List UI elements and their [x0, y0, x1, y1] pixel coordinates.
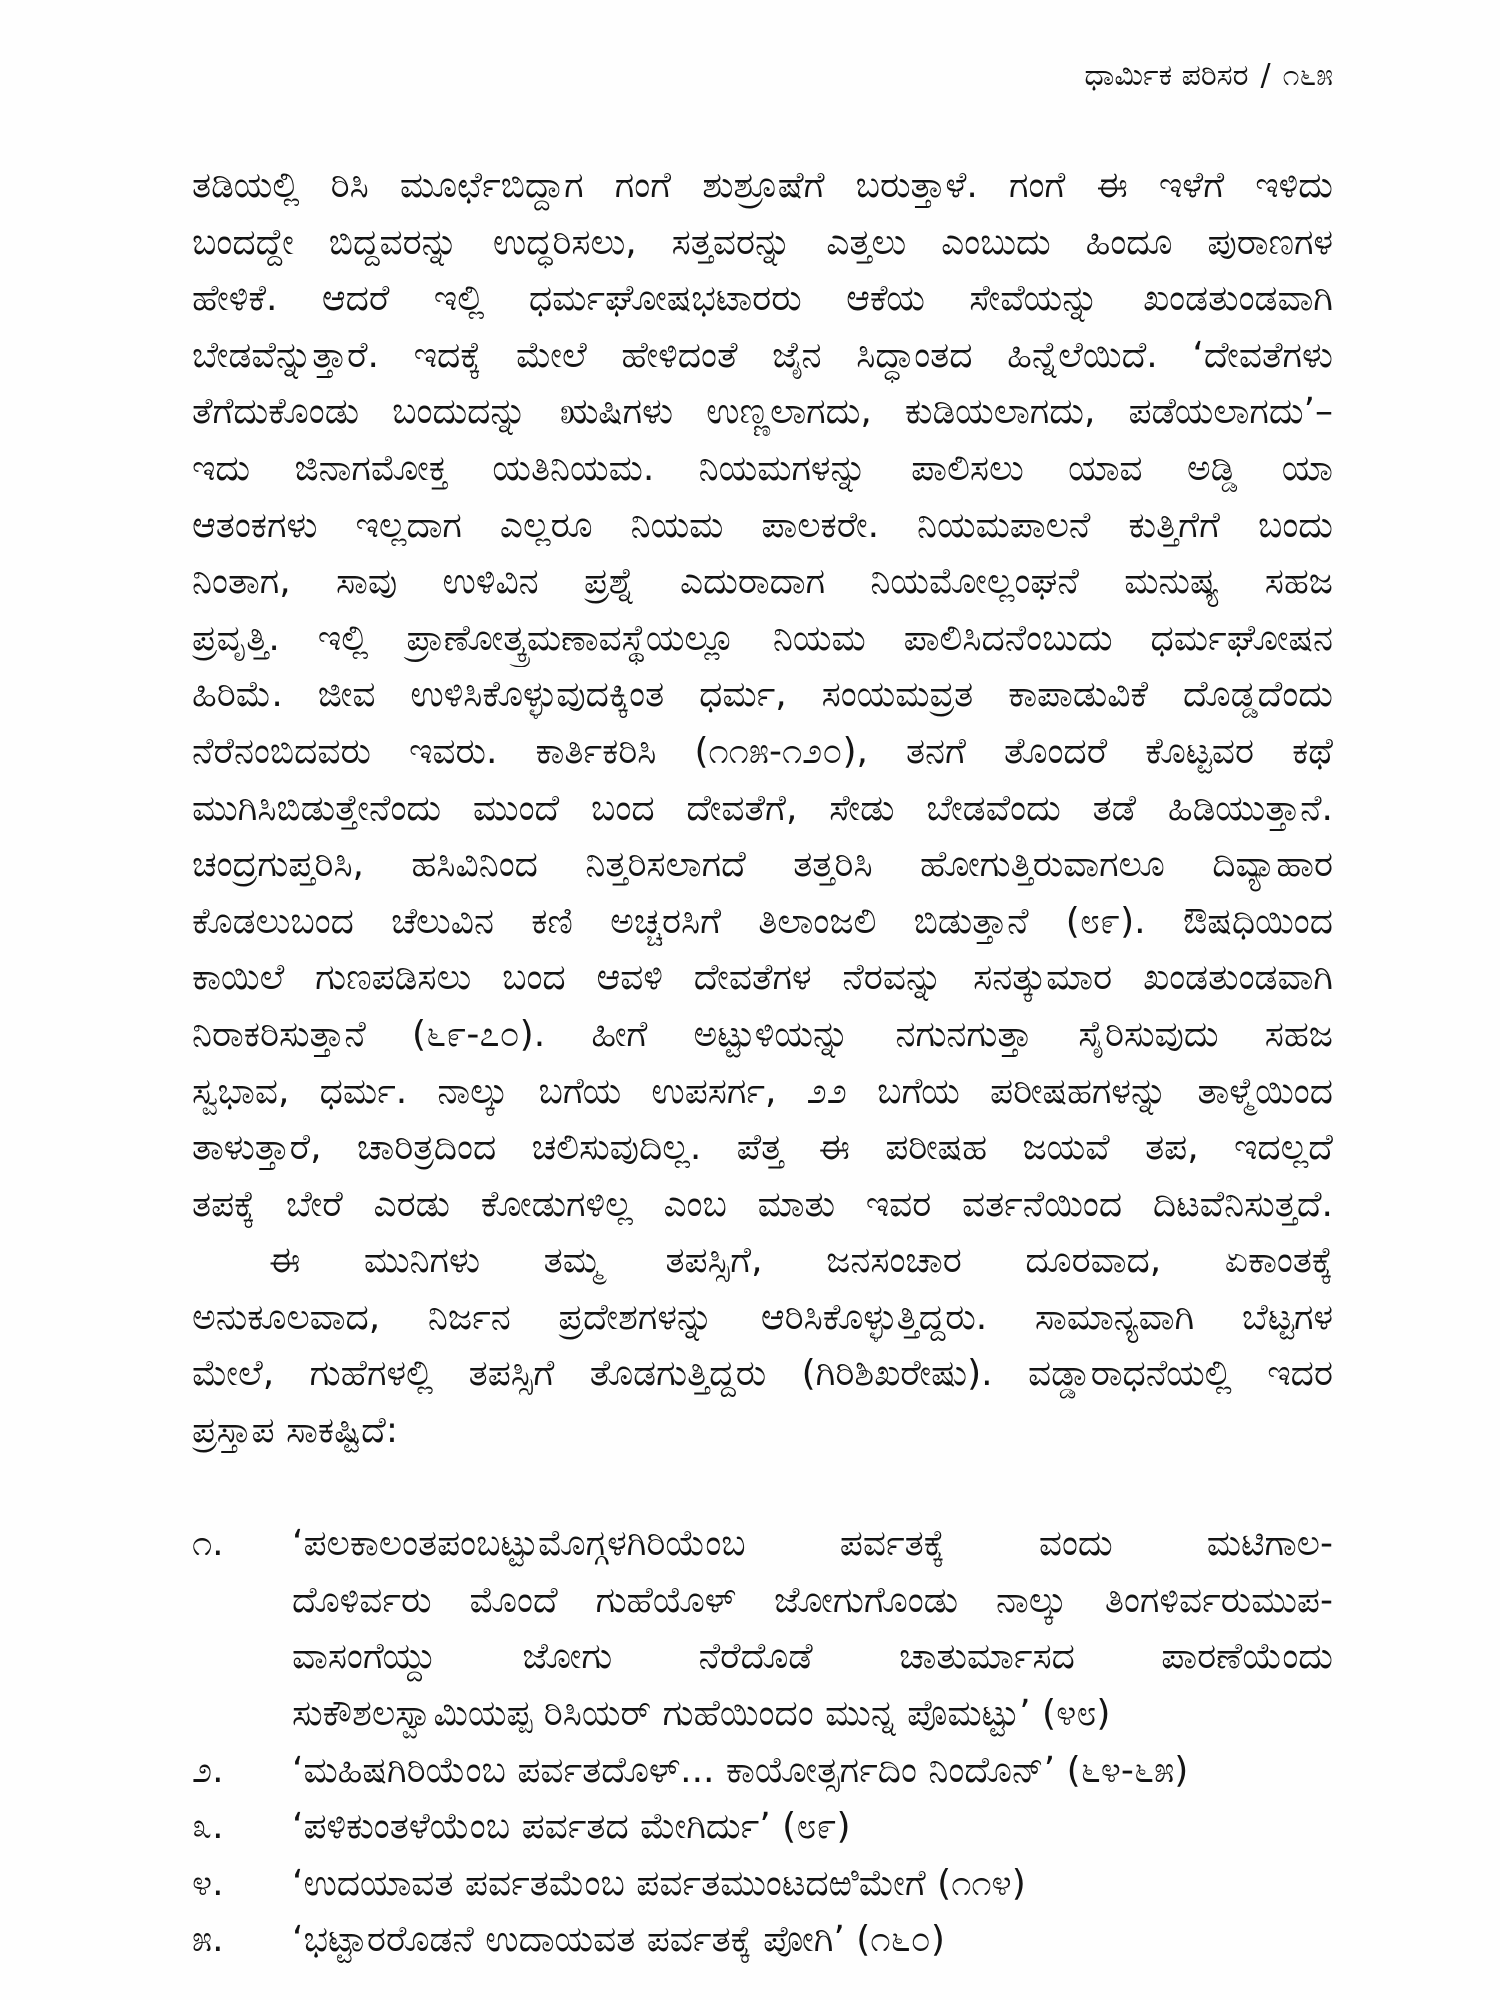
text-line: ಹೇಳಿಕೆ. ಆದರೆ ಇಲ್ಲಿ ಧರ್ಮಘೋಷಭಟಾರರು ಆಕೆಯ ಸೇವೆಯನ್ನು ಖಂಡತುಂಡವಾಗಿ — [192, 278, 1333, 320]
quote-line: ‘ಭಟ್ಟಾರರೊಡನೆ ಉದಾಯವತ ಪರ್ವತಕ್ಕೆ ಪೋಗಿ’ (೧೬೦) — [292, 1919, 945, 1961]
text-line: ತಾಳುತ್ತಾರೆ, ಚಾರಿತ್ರದಿಂದ ಚಲಿಸುವುದಿಲ್ಲ. ಪೆತ್ತ ಈ ಪರೀಷಹ ಜಯವೆ ತಪ, ಇದಲ್ಲದೆ — [192, 1127, 1333, 1169]
text-line: ಸ್ವಭಾವ, ಧರ್ಮ. ನಾಲ್ಕು ಬಗೆಯ ಉಪಸರ್ಗ, ೨೨ ಬಗೆಯ ಪರೀಷಹಗಳನ್ನು ತಾಳ್ಮೆಯಿಂದ — [192, 1070, 1333, 1112]
quote-number: ೪. — [192, 1862, 224, 1904]
paragraph — [192, 1233, 1333, 1459]
text-line: ಆತಂಕಗಳು ಇಲ್ಲದಾಗ ಎಲ್ಲರೂ ನಿಯಮ ಪಾಲಕರೇ. ನಿಯಮಪಾಲನೆ ಕುತ್ತಿಗೆಗೆ ಬಂದು — [192, 504, 1333, 546]
quote-text — [292, 1856, 1333, 1913]
quote-line: ‘ಪಳಿಕುಂತಳೆಯೆಂಬ ಪರ್ವತದ ಮೇಗಿರ್ದು’ (೮೯) — [292, 1806, 851, 1848]
quote-number: ೧. — [192, 1523, 224, 1565]
running-title: ಧಾರ್ಮಿಕ ಪರಿಸರ — [1084, 58, 1249, 93]
quote-list — [192, 1516, 1333, 1969]
quote-line: ದೊಳಿರ್ವರು ಮೊಂದೆ ಗುಹೆಯೊಳ್ ಜೋಗುಗೊಂಡು ನಾಲ್ಕು ತಿಂಗಳಿರ್ವರುಮುಪ- — [292, 1579, 1333, 1621]
header-separator: / — [1260, 58, 1271, 93]
quote-number: ೨. — [192, 1749, 224, 1791]
text-line: ಅನುಕೂಲವಾದ, ನಿರ್ಜನ ಪ್ರದೇಶಗಳನ್ನು ಆರಿಸಿಕೊಳ್ಳುತ್ತಿದ್ದರು. ಸಾಮಾನ್ಯವಾಗಿ ಬೆಟ್ಟಗಳ — [192, 1296, 1333, 1338]
quote-item — [192, 1516, 1333, 1742]
paragraph — [192, 158, 1333, 1233]
quote-item — [192, 1799, 1333, 1856]
quote-number: ೫. — [192, 1919, 224, 1961]
quote-text — [292, 1743, 1333, 1800]
quote-text — [292, 1516, 1333, 1742]
text-line: ಹಿರಿಮೆ. ಜೀವ ಉಳಿಸಿಕೊಳ್ಳುವುದಕ್ಕಿಂತ ಧರ್ಮ, ಸಂಯಮವ್ರತ ಕಾಪಾಡುವಿಕೆ ದೊಡ್ಡದೆಂದು — [192, 674, 1333, 716]
text-line: ಕೊಡಲುಬಂದ ಚೆಲುವಿನ ಕಣಿ ಅಚ್ಚರಸಿಗೆ ತಿಲಾಂಜಲಿ ಬಿಡುತ್ತಾನೆ (೮೯). ಔಷಧಿಯಿಂದ — [192, 900, 1333, 942]
quote-item — [192, 1856, 1333, 1913]
quote-line: ವಾಸಂಗೆಯ್ದು ಜೋಗು ನೆರೆದೊಡೆ ಚಾತುರ್ಮಾಸದ ಪಾರಣೆಯೆಂದು — [292, 1636, 1333, 1678]
page-header — [1084, 52, 1333, 100]
text-line: ಇದು ಜಿನಾಗಮೋಕ್ತ ಯತಿನಿಯಮ. ನಿಯಮಗಳನ್ನು ಪಾಲಿಸಲು ಯಾವ ಅಡ್ಡಿ ಯಾ — [192, 447, 1333, 489]
text-line: ನೆರೆನಂಬಿದವರು ಇವರು. ಕಾರ್ತಿಕರಿಸಿ (೧೧೫-೧೨೦), ತನಗೆ ತೊಂದರೆ ಕೊಟ್ಟವರ ಕಥೆ — [192, 730, 1333, 772]
text-line: ಚಂದ್ರಗುಪ್ತರಿಸಿ, ಹಸಿವಿನಿಂದ ನಿತ್ತರಿಸಲಾಗದೆ ತತ್ತರಿಸಿ ಹೋಗುತ್ತಿರುವಾಗಲೂ ದಿವ್ಯಾಹಾರ — [192, 844, 1333, 886]
quote-text — [292, 1912, 1333, 1969]
text-line: ಪ್ರವೃತ್ತಿ. ಇಲ್ಲಿ ಪ್ರಾಣೋತ್ಕ್ರಮಣಾವಸ್ಥೆಯಲ್ಲೂ ನಿಯಮ ಪಾಲಿಸಿದನೆಂಬುದು ಧರ್ಮಘೋಷನ — [192, 617, 1333, 659]
text-line: ಬಂದದ್ದೇ ಬಿದ್ದವರನ್ನು ಉದ್ಧರಿಸಲು, ಸತ್ತವರನ್ನು ಎತ್ತಲು ಎಂಬುದು ಹಿಂದೂ ಪುರಾಣಗಳ — [192, 221, 1333, 263]
text-line: ಪ್ರಸ್ತಾಪ ಸಾಕಷ್ಟಿದೆ: — [192, 1410, 398, 1452]
text-line: ತಡಿಯಲ್ಲಿ ರಿಸಿ ಮೂರ್ಛೆಬಿದ್ದಾಗ ಗಂಗೆ ಶುಶ್ರೂಷೆಗೆ ಬರುತ್ತಾಳೆ. ಗಂಗೆ ಈ ಇಳೆಗೆ ಇಳಿದು — [192, 165, 1333, 206]
paragraph-gap — [192, 1460, 1333, 1517]
quote-text — [292, 1799, 1333, 1856]
text-line: ಮೇಲೆ, ಗುಹೆಗಳಲ್ಲಿ ತಪಸ್ಸಿಗೆ ತೊಡಗುತ್ತಿದ್ದರು (ಗಿರಿಶಿಖರೇಷು). ವಡ್ಡಾರಾಧನೆಯಲ್ಲಿ ಇದರ — [192, 1353, 1333, 1395]
quote-line: ‘ಉದಯಾವತ ಪರ್ವತಮೆಂಬ ಪರ್ವತಮುಂಟದಱಿಮೇಗೆ (೧೧೪) — [292, 1862, 1026, 1904]
quote-item — [192, 1912, 1333, 1969]
text-line: ತೆಗೆದುಕೊಂಡು ಬಂದುದನ್ನು ಋಷಿಗಳು ಉಣ್ಣಲಾಗದು, ಕುಡಿಯಲಾಗದು, ಪಡೆಯಲಾಗದು’– — [192, 391, 1333, 433]
text-line: ಮುಗಿಸಿಬಿಡುತ್ತೇನೆಂದು ಮುಂದೆ ಬಂದ ದೇವತೆಗೆ, ಸೇಡು ಬೇಡವೆಂದು ತಡೆ ಹಿಡಿಯುತ್ತಾನೆ. — [192, 787, 1333, 829]
page-number: ೧೬೫ — [1282, 58, 1333, 93]
text-line: ನಿಂತಾಗ, ಸಾವು ಉಳಿವಿನ ಪ್ರಶ್ನೆ ಎದುರಾದಾಗ ನಿಯಮೋಲ್ಲಂಘನೆ ಮನುಷ್ಯ ಸಹಜ — [192, 561, 1333, 603]
quote-line: ಸುಕೌಶಲಸ್ವಾಮಿಯಪ್ಪ ರಿಸಿಯರ್ ಗುಹೆಯಿಂದಂ ಮುನ್ನ ಪೊಮಟ್ಟು’ (೪೮) — [292, 1693, 1111, 1735]
body-text — [192, 158, 1333, 1969]
text-line: ಈ ಮುನಿಗಳು ತಮ್ಮ ತಪಸ್ಸಿಗೆ, ಜನಸಂಚಾರ ದೂರವಾದ, ಏಕಾಂತಕ್ಕೆ — [269, 1240, 1333, 1282]
quote-line: ‘ಮಹಿಷಗಿರಿಯೆಂಬ ಪರ್ವತದೊಳ್... ಕಾಯೋತ್ಸರ್ಗದಿಂ ನಿಂದೊನ್’ (೬೪-೬೫) — [292, 1749, 1189, 1791]
quote-item — [192, 1743, 1333, 1800]
text-line: ಕಾಯಿಲೆ ಗುಣಪಡಿಸಲು ಬಂದ ಆವಳಿ ದೇವತೆಗಳ ನೆರವನ್ನು ಸನತ್ಕುಮಾರ ಖಂಡತುಂಡವಾಗಿ — [192, 957, 1333, 999]
text-line: ತಪಕ್ಕೆ ಬೇರೆ ಎರಡು ಕೋಡುಗಳಿಲ್ಲ ಎಂಬ ಮಾತು ಇವರ ವರ್ತನೆಯಿಂದ ದಿಟವೆನಿಸುತ್ತದೆ. — [192, 1183, 1333, 1225]
quote-number: ೩. — [192, 1806, 224, 1848]
quote-line: ‘ಪಲಕಾಲಂತಪಂಬಟ್ಟುಮೊಗ್ಗಳಗಿರಿಯೆಂಬ ಪರ್ವತಕ್ಕೆ ವಂದು ಮಟಿಗಾಲ- — [292, 1523, 1333, 1565]
text-line: ನಿರಾಕರಿಸುತ್ತಾನೆ (೬೯-೭೦). ಹೀಗೆ ಅಟ್ಟುಳಿಯನ್ನು ನಗುನಗುತ್ತಾ ಸೈರಿಸುವುದು ಸಹಜ — [192, 1013, 1333, 1055]
text-line: ಬೇಡವೆನ್ನುತ್ತಾರೆ. ಇದಕ್ಕೆ ಮೇಲೆ ಹೇಳಿದಂತೆ ಜೈನ ಸಿದ್ಧಾಂತದ ಹಿನ್ನೆಲೆಯಿದೆ. ‘ದೇವತೆಗಳು — [192, 334, 1333, 376]
